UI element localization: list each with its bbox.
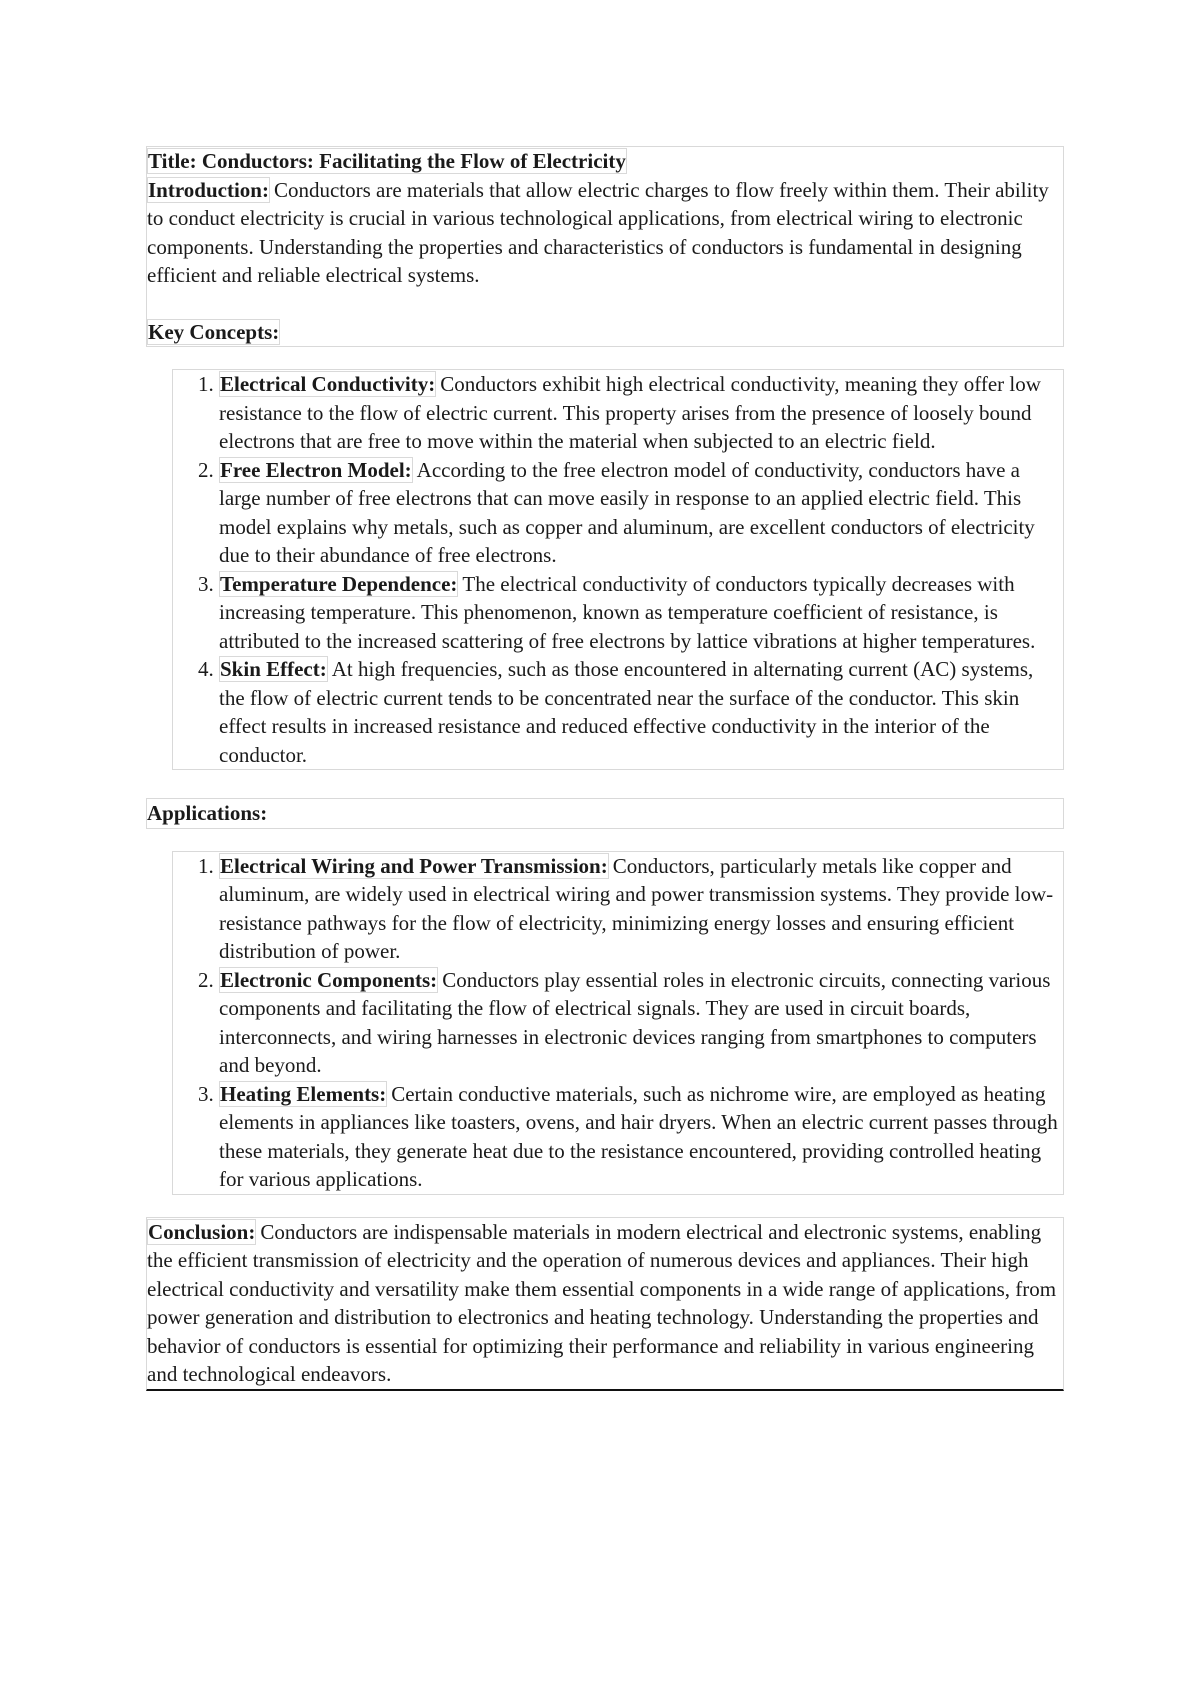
introduction-paragraph bbox=[147, 176, 1063, 290]
conclusion-paragraph bbox=[147, 1218, 1063, 1389]
intro-block bbox=[146, 146, 1064, 347]
list-item: 3. Temperature Dependence: The electrical conductivity of conductors typically decreases with increasing temperature. This phenomenon, known as temperature coefficient of resistance, is attributed to the increased scattering of free electrons by lattice vibrations at higher temperatures. bbox=[219, 570, 1063, 656]
list-item: 1. Electrical Conductivity: Conductors exhibit high electrical conductivity, meaning they offer low resistance to the flow of electric current. This property arises from the presence of loosely bound electrons that are free to move within the material when subjected to an electric field. bbox=[219, 370, 1063, 456]
document-title bbox=[147, 147, 1063, 176]
applications-heading: Applications: bbox=[147, 801, 268, 825]
list-item: 3. Heating Elements: Certain conductive materials, such as nichrome wire, are employed as heating elements in appliances like toasters, ovens, and hair dryers. When an electric current passes through these materials, they generate heat due to the resistance encountered, providing controlled heating for various applications. bbox=[219, 1080, 1063, 1194]
document-body bbox=[146, 146, 1064, 1391]
conclusion-block bbox=[146, 1217, 1064, 1391]
applications-heading-box bbox=[146, 798, 1064, 829]
introduction-label: Introduction: bbox=[148, 177, 269, 202]
introduction-text: Conductors are materials that allow electric charges to flow freely within them. Their ability to conduct electricity is crucial in various technological applications, from electrical wiring to electronic components. Understanding the properties and characteristics of conductors is fundamental in designing efficient and reliable electrical systems. bbox=[147, 177, 1049, 287]
applications-list bbox=[173, 852, 1063, 1194]
conclusion-label: Conclusion: bbox=[148, 1219, 256, 1244]
list-item: 1. Electrical Wiring and Power Transmission: Conductors, particularly metals like copper and aluminum, are widely used in electrical wiring and power transmission systems. They provide low-resistance pathways for the flow of electricity, minimizing energy losses and ensuring efficient distribution of power. bbox=[219, 852, 1063, 966]
key-concepts-list bbox=[173, 370, 1063, 769]
applications-list-box bbox=[172, 851, 1064, 1195]
title-label: Title: bbox=[148, 149, 197, 173]
list-item: 2. Electronic Components: Conductors play essential roles in electronic circuits, connecting various components and facilitating the flow of electrical signals. They are used in circuit boards, interconnects, and wiring harnesses in electronic devices ranging from smartphones to computers and beyond. bbox=[219, 966, 1063, 1080]
title-text: Conductors: Facilitating the Flow of Electricity bbox=[201, 149, 626, 173]
list-item: 4. Skin Effect: At high frequencies, such as those encountered in alternating current (AC) systems, the flow of electric current tends to be concentrated near the surface of the conductor. This skin effect results in increased resistance and reduced effective conductivity in the interior of the conductor. bbox=[219, 655, 1063, 769]
key-concepts-heading: Key Concepts: bbox=[148, 319, 280, 344]
key-concepts-list-box bbox=[172, 369, 1064, 770]
list-item: 2. Free Electron Model: According to the free electron model of conductivity, conductors have a large number of free electrons that can move easily in response to an applied electric field. This model explains why metals, such as copper and aluminum, are excellent conductors of electricity due to their abundance of free electrons. bbox=[219, 456, 1063, 570]
conclusion-text: Conductors are indispensable materials in modern electrical and electronic systems, enabling the efficient transmission of electricity and the operation of numerous devices and appliances. Their high electrical conductivity and versatility make them essential components in a wide range of applications, from power generation and distribution to electronics and heating technology. Understanding the properties and behavior of conductors is essential for optimizing their performance and reliability in various engineering and technological endeavors. bbox=[147, 1219, 1057, 1386]
